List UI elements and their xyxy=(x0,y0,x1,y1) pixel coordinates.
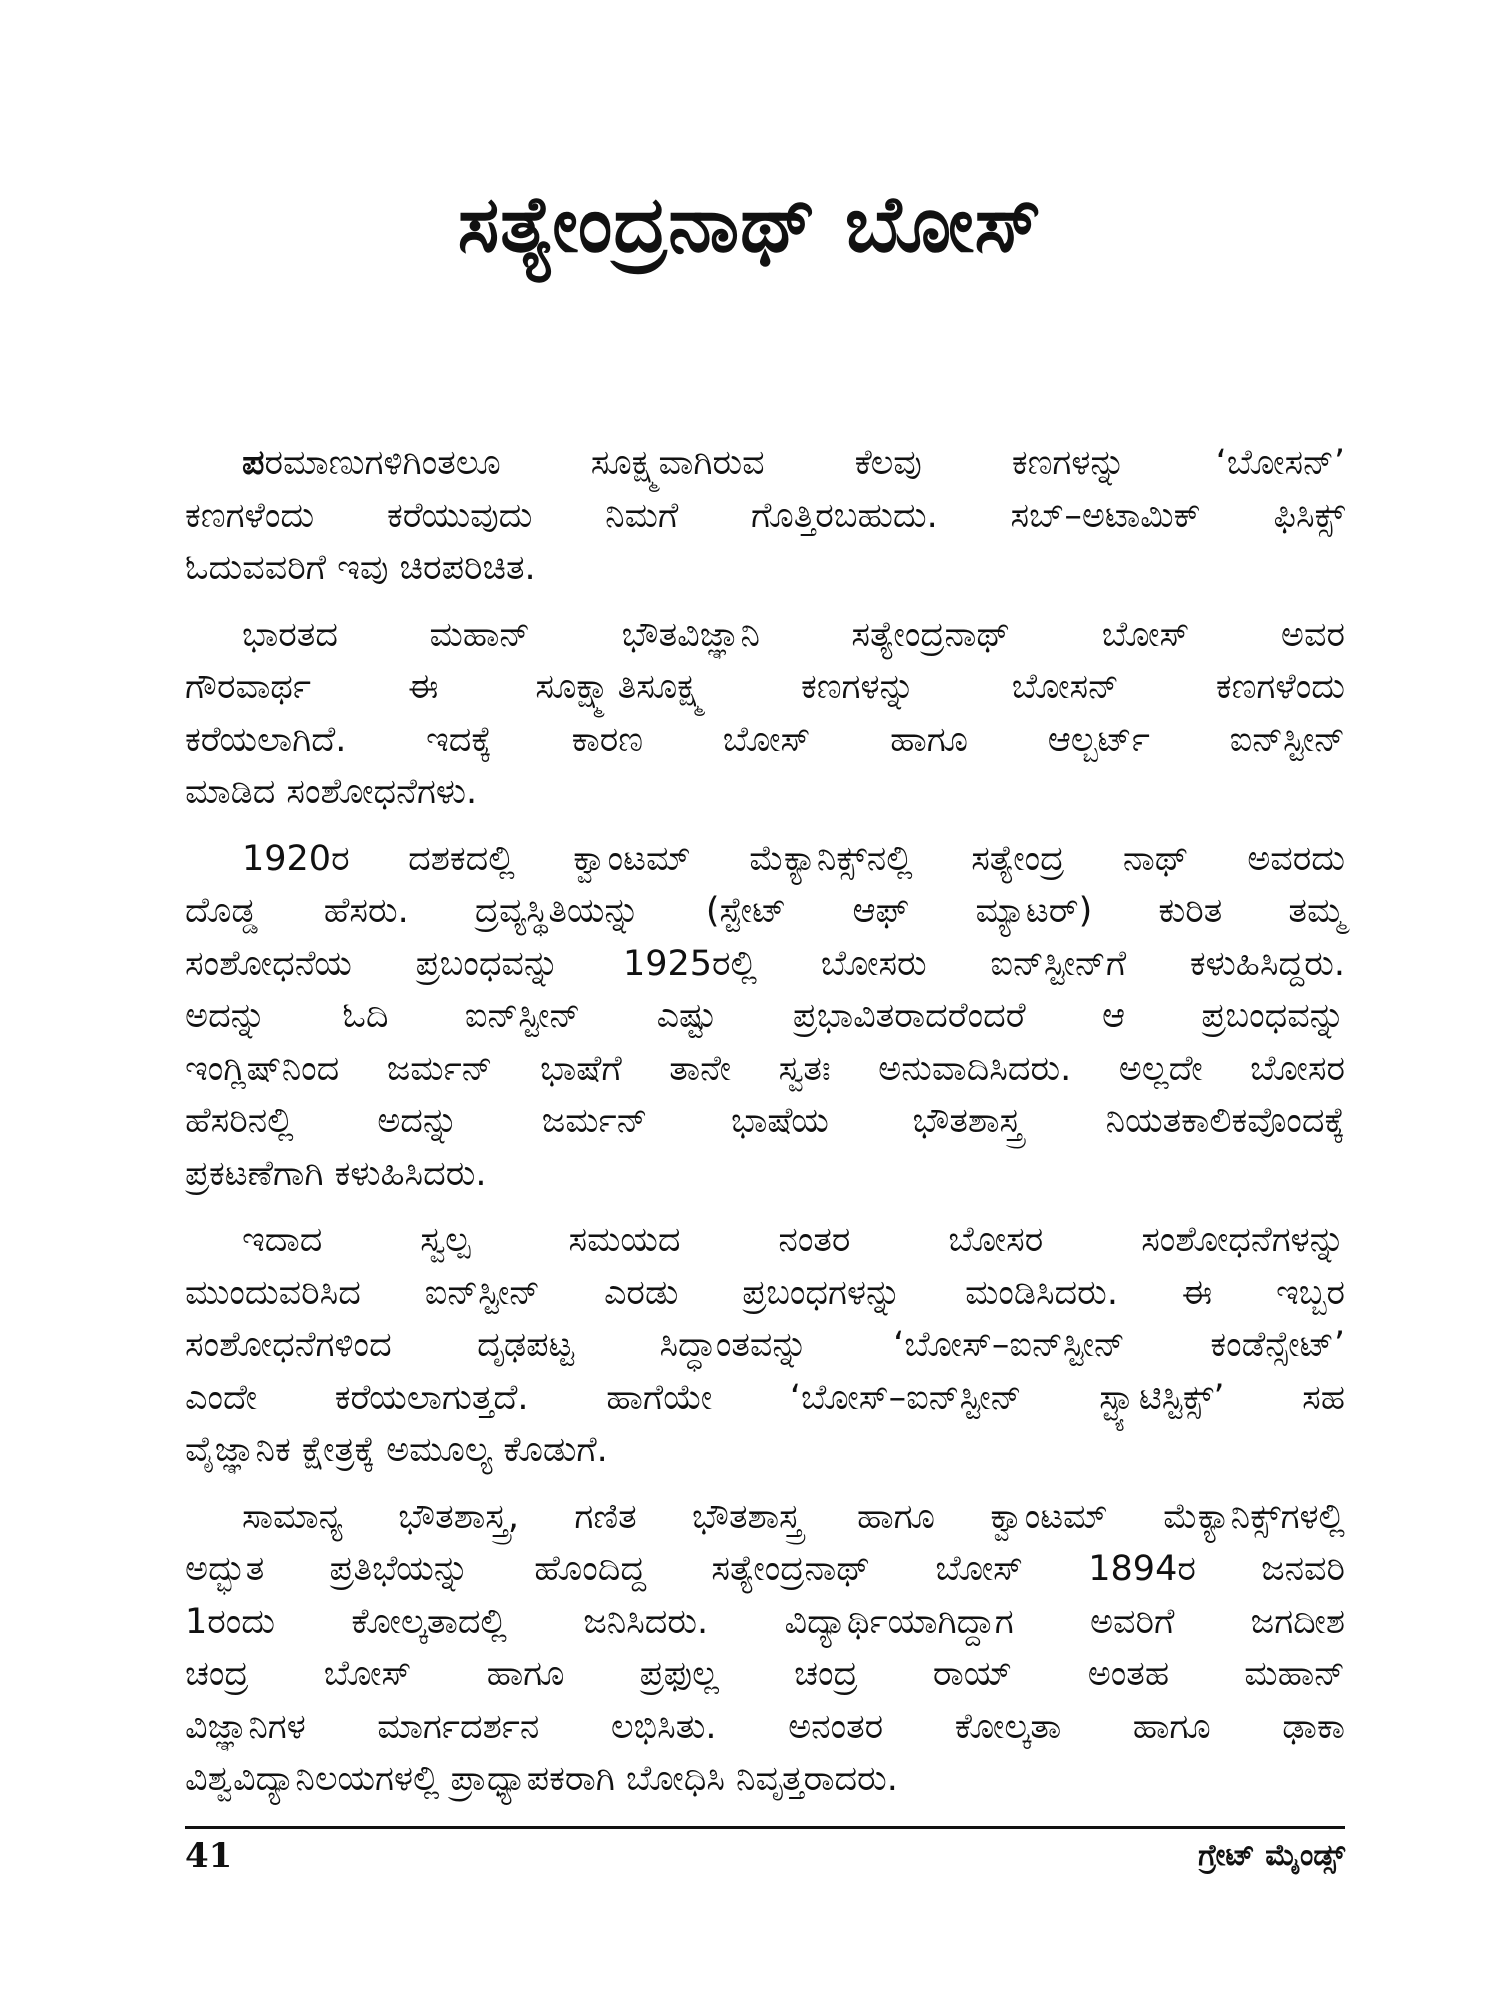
text-line: ಮುಂದುವರಿಸಿದ ಐನ್‌ಸ್ಟೀನ್ ಎರಡು ಪ್ರಬಂಧಗಳನ್ನು ಮಂಡಿಸಿದರು. ಈ ಇಬ್ಬರ xyxy=(185,1272,1345,1313)
paragraph xyxy=(185,1491,1345,1806)
text-line: 1ರಂದು ಕೋಲ್ಕತಾದಲ್ಲಿ ಜನಿಸಿದರು. ವಿದ್ಯಾರ್ಥಿಯಾಗಿದ್ದಾಗ ಅವರಿಗೆ ಜಗದೀಶ xyxy=(185,1601,1345,1642)
paragraph xyxy=(185,437,1345,595)
text-line: ಇದಾದ ಸ್ವಲ್ಪ ಸಮಯದ ನಂತರ ಬೋಸರ ಸಂಶೋಧನೆಗಳನ್ನು xyxy=(242,1220,1345,1260)
paragraph xyxy=(185,833,1345,1201)
paragraph xyxy=(185,609,1345,819)
text-line: ಅದ್ಭುತ ಪ್ರತಿಭೆಯನ್ನು ಹೊಂದಿದ್ದ ಸತ್ಯೇಂದ್ರನಾಥ್ ಬೋಸ್ 1894ರ ಜನವರಿ xyxy=(185,1549,1345,1589)
text-line: ಅದನ್ನು ಓದಿ ಐನ್‌ಸ್ಟೀನ್ ಎಷ್ಟು ಪ್ರಭಾವಿತರಾದರೆಂದರೆ ಆ ಪ್ರಬಂಧವನ್ನು xyxy=(185,996,1345,1036)
text-line: ವೈಜ್ಞಾನಿಕ ಕ್ಷೇತ್ರಕ್ಕೆ ಅಮೂಲ್ಯ ಕೊಡುಗೆ. xyxy=(185,1430,608,1470)
text-line xyxy=(185,437,1345,490)
text-line: ಚಂದ್ರ ಬೋಸ್ ಹಾಗೂ ಪ್ರಫುಲ್ಲ ಚಂದ್ರ ರಾಯ್ ಅಂತಹ ಮಹಾನ್ xyxy=(185,1654,1345,1694)
text-line: ದೊಡ್ಡ ಹೆಸರು. ದ್ರವ್ಯಸ್ಥಿತಿಯನ್ನು (ಸ್ಟೇಟ್ ಆಫ್ ಮ್ಯಾಟರ್) ಕುರಿತ ತಮ್ಮ xyxy=(185,891,1345,931)
text-line: ಹೆಸರಿನಲ್ಲಿ ಅದನ್ನು ಜರ್ಮನ್ ಭಾಷೆಯ ಭೌತಶಾಸ್ತ್ರ ನಿಯತಕಾಲಿಕವೊಂದಕ್ಕೆ xyxy=(185,1101,1345,1141)
text-line: ಪ್ರಕಟಣೆಗಾಗಿ ಕಳುಹಿಸಿದರು. xyxy=(185,1153,487,1194)
text-line: ಮಾಡಿದ ಸಂಶೋಧನೆಗಳು. xyxy=(185,772,478,812)
page-title: ಸತ್ಯೇಂದ್ರನಾಥ್ ಬೋಸ್ xyxy=(457,180,1043,271)
initial-letter: ಪ xyxy=(242,443,265,483)
text-line: ವಿಶ್ವವಿದ್ಯಾನಿಲಯಗಳಲ್ಲಿ ಪ್ರಾಧ್ಯಾಪಕರಾಗಿ ಬೋಧಿಸಿ ನಿವೃತ್ತರಾದರು. xyxy=(185,1759,898,1799)
book-title: ಗ್ರೇಟ್ ಮೈಂಡ್ಸ್ xyxy=(1198,1838,1345,1873)
article-body xyxy=(185,437,1345,1820)
footer-divider xyxy=(185,1826,1345,1829)
text-line: ಸಂಶೋಧನೆಗಳಿಂದ ದೃಢಪಟ್ಟ ಸಿದ್ಧಾಂತವನ್ನು ‘ಬೋಸ್–ಐನ್‌ಸ್ಟೀನ್ ಕಂಡೆನ್ಸೇಟ್’ xyxy=(185,1325,1345,1365)
text-line: ಸಾಮಾನ್ಯ ಭೌತಶಾಸ್ತ್ರ, ಗಣಿತ ಭೌತಶಾಸ್ತ್ರ ಹಾಗೂ ಕ್ವಾಂಟಮ್ ಮೆಕ್ಯಾನಿಕ್ಸ್‌ಗಳಲ್ಲಿ xyxy=(242,1496,1345,1537)
text-line: ಗೌರವಾರ್ಥ ಈ ಸೂಕ್ಷ್ಮಾತಿಸೂಕ್ಷ್ಮ ಕಣಗಳನ್ನು ಬೋಸನ್ ಕಣಗಳೆಂದು xyxy=(185,667,1345,707)
text-line: ಸಂಶೋಧನೆಯ ಪ್ರಬಂಧವನ್ನು 1925ರಲ್ಲಿ ಬೋಸರು ಐನ್‌ಸ್ಟೀನ್‌ಗೆ ಕಳುಹಿಸಿದ್ದರು. xyxy=(185,943,1345,984)
paragraph xyxy=(185,1214,1345,1477)
text-line: ಎಂದೇ ಕರೆಯಲಾಗುತ್ತದೆ. ಹಾಗೆಯೇ ‘ಬೋಸ್–ಐನ್‌ಸ್ಟೀನ್ ಸ್ಟ್ಯಾಟಿಸ್ಟಿಕ್ಸ್’ ಸಹ xyxy=(185,1377,1345,1418)
text-line: ಇಂಗ್ಲಿಷ್‌ನಿಂದ ಜರ್ಮನ್ ಭಾಷೆಗೆ ತಾನೇ ಸ್ವತಃ ಅನುವಾದಿಸಿದರು. ಅಲ್ಲದೇ ಬೋಸರ xyxy=(185,1048,1345,1089)
text-line: ಓದುವವರಿಗೆ ಇವು ಚಿರಪರಿಚಿತ. xyxy=(185,548,536,588)
text-line-content: ರಮಾಣುಗಳಿಗಿಂತಲೂ ಸೂಕ್ಷ್ಮವಾಗಿರುವ ಕೆಲವು ಕಣಗಳನ್ನು ‘ಬೋಸನ್’ xyxy=(264,443,1345,483)
text-line: ಭಾರತದ ಮಹಾನ್ ಭೌತವಿಜ್ಞಾನಿ ಸತ್ಯೇಂದ್ರನಾಥ್ ಬೋಸ್ ಅವರ xyxy=(242,614,1345,655)
page-number: 41 xyxy=(185,1836,233,1876)
text-line: ವಿಜ್ಞಾನಿಗಳ ಮಾರ್ಗದರ್ಶನ ಲಭಿಸಿತು. ಅನಂತರ ಕೋಲ್ಕತಾ ಹಾಗೂ ಢಾಕಾ xyxy=(185,1706,1345,1747)
text-line: ಕಣಗಳೆಂದು ಕರೆಯುವುದು ನಿಮಗೆ ಗೊತ್ತಿರಬಹುದು. ಸಬ್–ಅಟಾಮಿಕ್ ಫಿಸಿಕ್ಸ್ xyxy=(185,495,1345,536)
text-line: 1920ರ ದಶಕದಲ್ಲಿ ಕ್ವಾಂಟಮ್ ಮೆಕ್ಯಾನಿಕ್ಸ್‌ನಲ್ಲಿ ಸತ್ಯೇಂದ್ರ ನಾಥ್ ಅವರದು xyxy=(242,838,1345,879)
text-line: ಕರೆಯಲಾಗಿದೆ. ಇದಕ್ಕೆ ಕಾರಣ ಬೋಸ್ ಹಾಗೂ ಆಲ್ಬರ್ಟ್ ಐನ್‌ಸ್ಟೀನ್ xyxy=(185,719,1345,760)
